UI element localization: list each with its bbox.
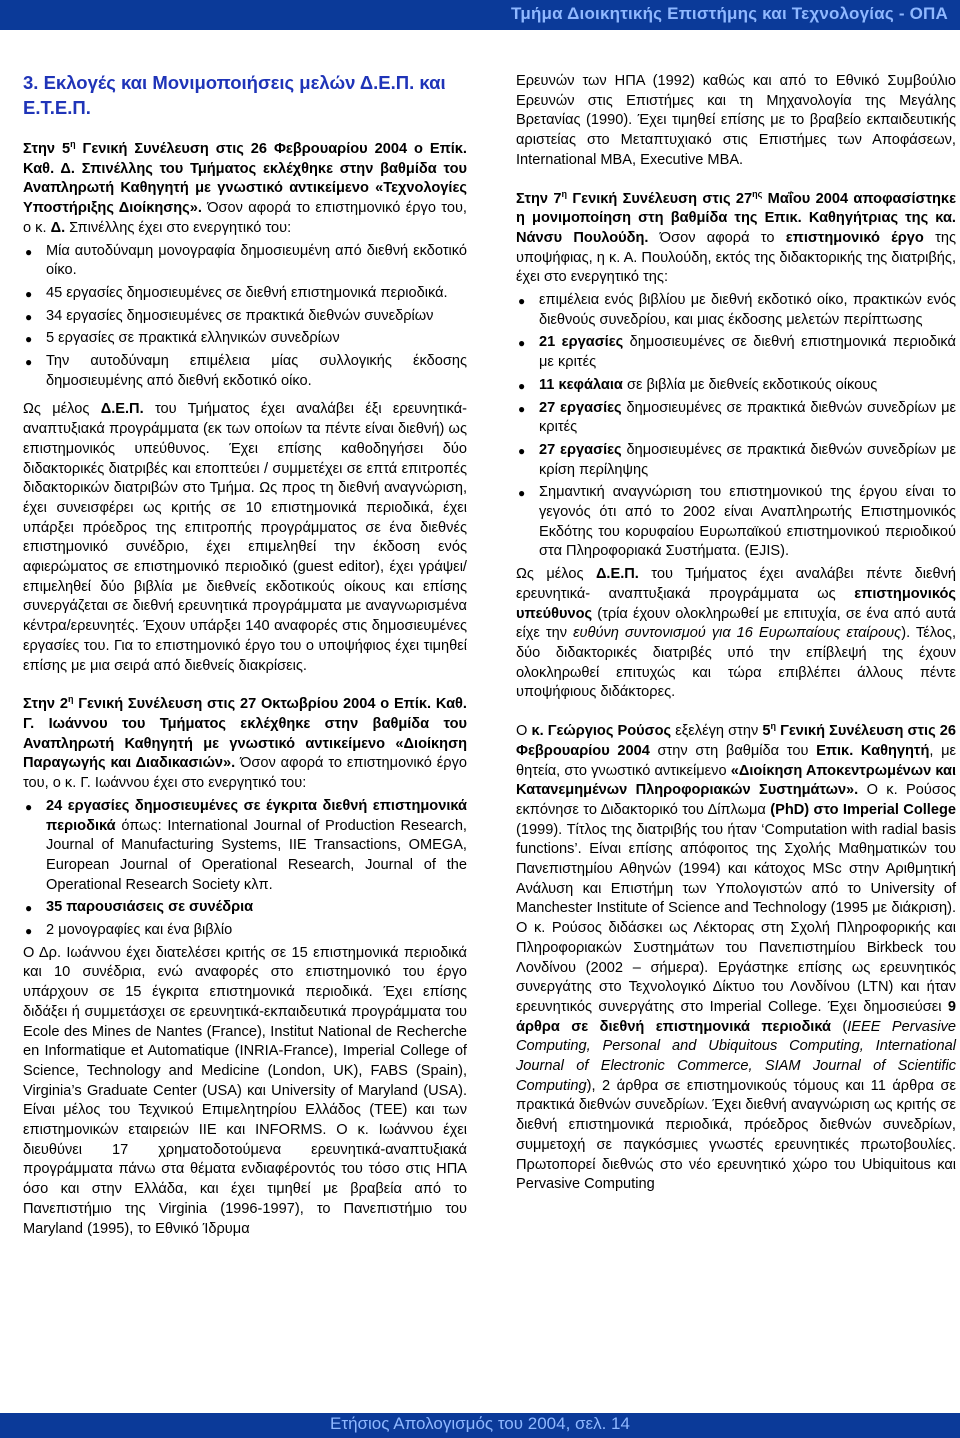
ioannou-publications-list xyxy=(23,797,467,941)
list-item: ● 45 εργασίες δημοσιευμένες σε διεθνή επιστημονικά περιοδικά. xyxy=(23,284,467,304)
bullet-icon: ● xyxy=(25,901,33,916)
paragraph-pouloudi-activities: Ως μέλος Δ.Ε.Π. του Τμήματος έχει αναλάβει πέντε διεθνή ερευνητικά- αναπτυξιακά προγράμματα ως επιστημονικός υπεύθυνος (τρία έχουν ολοκληρωθεί με επιτυχία, σε ένα από αυτά είχε την ευθύνη συντονισμού για 16 Ευρωπαίους εταίρους). Τέλος, δύο διδακτορικές διατριβές υπό την επίβλεψή της έχουν ολοκληρωθεί επιτυχώς και τώρα επιβλέπει άλλους πέντε υποψήφιους διδάκτορες. xyxy=(516,566,957,701)
paragraph-pouloudi-tenure: Στην $7^\eta$ Γενική Συνέλευση στις $27^{\eta\varsigma}$ Μαΐου 2004 αποφασίστηκε η μονιμοποίηση στη βαθμίδα της Επικ. Καθηγήτριας της κα. Νάνσυ Πουλούδη. Όσον αφορά το επιστημονικό έργο της υποψήφιας, η κ. Α. Πουλούδη, εκτός της διδακτορικής της διατριβής, έχει στο ενεργητικό της: xyxy=(516,188,956,286)
list-item: ● 27 εργασίες δημοσιευμένες σε πρακτικά διεθνών συνεδρίων με κρίση περίληψης xyxy=(518,441,956,478)
bullet-icon: ● xyxy=(518,294,526,309)
bullet-icon: ● xyxy=(518,378,526,393)
page-footer: Ετήσιος Απολογισμός του 2004, σελ. 14 xyxy=(330,1414,630,1433)
bullet-icon: ● xyxy=(518,336,526,351)
list-item: ● 21 εργασίες δημοσιευμένες σε διεθνή επιστημονικά περιοδικά με κριτές xyxy=(518,334,956,371)
bullet-icon: ● xyxy=(25,355,33,370)
bullet-icon: ● xyxy=(25,799,33,814)
paragraph-ioannou-election: Στην $2^\eta$ Γενική Συνέλευση στις 27 Οκτωβρίου 2004 ο Επίκ. Καθ. Γ. Ιωάννου του Τμήματος εκλέχθηκε στην βαθμίδα του Αναπληρωτή Καθηγητή με γνωστικό αντικείμενο «Διοίκηση Παραγωγής και Διαδικασιών». Όσον αφορά το επιστημονικό έργο του, ο κ. Γ. Ιωάννου έχει στο ενεργητικό του: xyxy=(23,694,467,792)
bullet-icon: ● xyxy=(518,486,526,501)
bullet-icon: ● xyxy=(25,286,33,301)
bullet-icon: ● xyxy=(25,309,33,324)
section-heading: 3. Εκλογές και Μονιμοποιήσεις μελών Δ.Ε.Π. και Ε.Τ.Ε.Π. xyxy=(23,72,446,118)
bullet-icon: ● xyxy=(25,244,33,259)
list-item: ● 11 κεφάλαια σε βιβλία με διεθνείς εκδοτικούς οίκους xyxy=(516,376,956,396)
list-item: ● 35 παρουσιάσεις σε συνέδρια xyxy=(23,898,467,918)
list-item: ● 24 εργασίες δημοσιευμένες σε έγκριτα διεθνή επιστημονικά περιοδικά όπως: International Journal of Production Research, Journal of Manufacturing Systems, IIE Transactions, OMEGA, European Journal of Operational Research, Journal of the Operational Research Society κλπ. xyxy=(25,797,467,893)
list-item: ● 5 εργασίες σε πρακτικά ελληνικών συνεδρίων xyxy=(23,329,467,349)
list-item: ● Σημαντική αναγνώριση του επιστημονικού της έργου είναι το γεγονός ότι από το 2002 είναι Αναπληρωτής Επιστημονικός Εκδότης του κορυφαίου Ευρωπαϊκού επιστημονικού περιοδικού στα Πληροφοριακά Συστήματα. (EJIS). xyxy=(518,484,956,560)
list-item: ● επιμέλεια ενός βιβλίου με διεθνή εκδοτικό οίκο, πρακτικών ενός διεθνούς συνεδρίου, και μιας έκδοσης μελετών περίπτωσης xyxy=(518,292,956,328)
paragraph-spinellis-election: Στην $5^\eta$ Γενική Συνέλευση στις 26 Φεβρουαρίου 2004 ο Επίκ. Καθ. Δ. Σπινέλλης του Τμήματος εκλέχθηκε στην βαθμίδα του Αναπληρωτή Καθηγητή με γνωστικό αντικείμενο «Τεχνολογίες Υποστήριξης Διοίκησης». Όσον αφορά το επιστημονικό έργο του, ο κ. Δ. Σπινέλλης έχει στο ενεργητικό του: xyxy=(23,139,467,236)
right-column xyxy=(516,72,956,1195)
paragraph-ioannou-awards: Ερευνών των ΗΠΑ (1992) καθώς και από το Εθνικό Συμβούλιο Ερευνών στις Επιστήμες και τη Μηχανολογία της Μεγάλης Βρετανίας (1990). Έχει τιμηθεί επίσης με το βραβείο εκπαιδευτικής αριστείας στο Μεταπτυχιακό στις Επιστήμες των Αποφάσεων, International MBA, Executive MBA. xyxy=(516,73,956,168)
paragraph-ioannou-activities: Ο Δρ. Ιωάννου έχει διατελέσει κριτής σε 15 επιστημονικά περιοδικά και 10 συνέδρια, ενώ αναφορές στο επιστημονικό του έργο υπάρχουν σε 15 έγκριτα επιστημονικά περιοδικά. Έχει επίσης διδάξει ή συμμετάσχει σε ερευνητικά-εκπαιδευτικά προγράμματα του Ecole des Mines de Nantes (France), Institut National de Recherche en Informatique et Automatique (INRIA-France), Imperial College of Science, Technology and Medicine (London, UK), FABS (Spain), Virginia’s Graduate Center (USA) και University of Maryland (USA). Είναι μέλος του Τεχνικού Επιμελητηρίου Ελλάδος (ΤΕΕ) και των επιστημονικών εταιρειών IIE και INFORMS. Ο κ. Ιωάννου έχει διευθύνει 17 χρηματοδοτούμενα ερευνητικά-αναπτυξιακά προγράμματα πάνω στα θέματα ενδιαφέροντός του τόσο στις ΗΠΑ όσο και στην Ελλάδα, και έχει τιμηθεί με βραβεία από το Πανεπιστήμιο της Virginia (1996-1997), το Πανεπιστήμιο του Maryland (1995), το Εθνικό Ίδρυμα xyxy=(23,944,467,1237)
bullet-icon: ● xyxy=(25,332,33,347)
pouloudi-publications-list xyxy=(516,291,956,562)
spinellis-publications-list xyxy=(23,242,467,392)
list-item: ● Την αυτοδύναμη επιμέλεια μίας συλλογικής έκδοσης δημοσιευμένης από διεθνή εκδοτικό οίκο. xyxy=(25,353,467,389)
list-item: ● 34 εργασίες δημοσιευμένες σε πρακτικά διεθνών συνεδρίων xyxy=(23,307,467,327)
left-column xyxy=(23,70,467,1239)
list-item: ● 27 εργασίες δημοσιευμένες σε πρακτικά διεθνών συνεδρίων με κριτές xyxy=(518,399,956,436)
bullet-icon: ● xyxy=(518,443,526,458)
list-item: ● Μία αυτοδύναμη μονογραφία δημοσιευμένη από διεθνή εκδοτικό οίκο. xyxy=(25,242,467,279)
paragraph-rousos-election: Ο κ. Γεώργιος Ρούσος εξελέγη στην $5^\eta$ Γενική Συνέλευση στις 26 Φεβρουαρίου 2004 στην στη βαθμίδα του Επικ. Καθηγητή, με θητεία, στο γνωστικό αντικείμενο «Διοίκηση Αποκεντρωμένων και Κατανεμημένων Πληροφοριακών Συστημάτων». Ο κ. Ρούσος εκπόνησε το Διδακτορικό του Δίπλωμα (PhD) στο Imperial College (1999). Τίτλος της διατριβής του ήταν ‘Computation with radial basis functions’. Είναι επίσης απόφοιτος της Σχολής Μαθηματικών του Πανεπιστημίου Αθηνών (1994) και κάτοχος MSc στην Αριθμητική Ανάλυση και Επιστήμη των Υπολογιστών από το University of Manchester Institute of Science and Technology (1995 με διάκριση). Ο κ. Ρούσος διδάσκει ως Λέκτορας στη Σχολή Πληροφορικής και Πληροφοριακών Συστημάτων του Πανεπιστημίου Birkbeck του Λονδίνου (2002 – σήμερα). Εργάστηκε επίσης ως ερευνητικός συνεργάτης στο Τεχνολογικό Δίκτυο του Λονδίνου (LTN) και ήταν ερευνητικός συνεργάτης στο Imperial College. Έχει δημοσιεύσει 9 άρθρα σε διεθνή επιστημονικά περιοδικά (IEEE Pervasive Computing, Personal and Ubiquitous Computing, International Journal of Electronic Commerce, SIAM Journal of Scientific Computing), 2 άρθρα σε επιστημονικούς τόμους και 11 άρθρα σε πρακτικά διεθνών συνεδρίων. Έχει διεθνή αναγνώριση ως κριτής σε διεθνή επιστημονικά περιοδικά, πρόεδρος διεθνών συνεδρίων, συμμετοχή σε παγκόσμιες γνωστές ερευνητικές πρωτοβουλίες. Πρωτοπορεί διεθνώς στο νέο ερευνητικό χώρο του Ubiquitous και Pervasive Computing xyxy=(516,721,956,1193)
list-item: ● 2 μονογραφίες και ένα βιβλίο xyxy=(23,921,467,941)
bullet-icon: ● xyxy=(25,924,33,939)
bullet-icon: ● xyxy=(518,401,526,416)
page-header-title: Τμήμα Διοικητικής Επιστήμης και Τεχνολογίας - ΟΠΑ xyxy=(511,4,948,23)
paragraph-spinellis-activities: Ως μέλος Δ.Ε.Π. του Τμήματος έχει αναλάβει έξι ερευνητικά-αναπτυξιακά προγράμματα (εκ των οποίων τα πέντε είναι διεθνή) ως επιστημονικός υπεύθυνος. Έχει επίσης καθοδηγήσει δύο διδακτορικές διατριβές και εποπτεύει / συμμετέχει σε επτά επιτροπές διδακτορικών διατριβών στο Τμήμα. Ως προς τη διεθνή αναγνώριση, έχει συνεισφέρει ως κριτής σε 10 επιστημονικά περιοδικά, έχει υπάρξει πρόεδρος της επιτροπής προγράμματος σε ένα διεθνές επιστημονικό συνέδριο, έχει επιμεληθεί την έκδοση ενός αφιερώματος σε επιστημονικό περιοδικό (guest editor), έχει γράψει/επιμεληθεί δύο βιβλία με διεθνείς εκδοτικούς οίκους και επίσης συνεργάζεται σε διεθνή ερευνητικά προγράμματα με αναγνωρισμένα κέντρα/ερευνητές. Έχουν υπάρξει 140 αναφορές στις δημοσιευμένες εργασίες του. Για το επιστημονικό έργο του ο υποψήφιος έχει τιμηθεί επίσης με μια σειρά από διεθνείς διακρίσεις. xyxy=(23,401,467,674)
